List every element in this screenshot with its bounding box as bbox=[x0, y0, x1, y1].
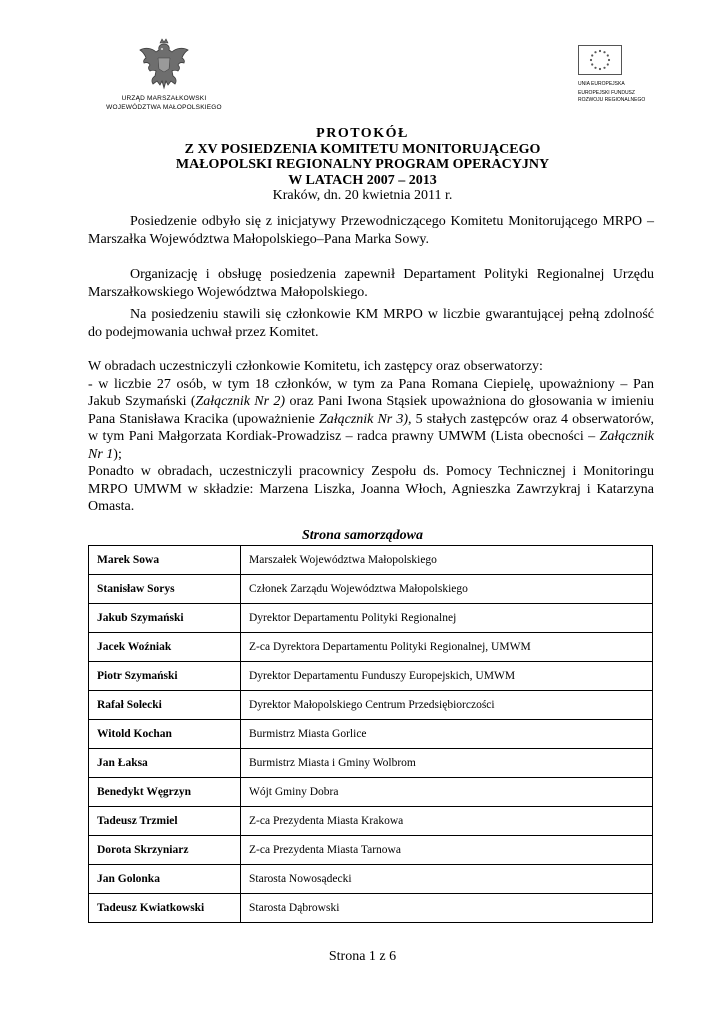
paragraph-staff: Ponadto w obradach, uczestniczyli pracownicy Zespołu ds. Pomocy Technicznej i Monitoringu MRPO UMWM w składzie: Marzena Liszka, Joanna Włoch, Agnieszka Zawrzykraj i Katarzyna Omasta. bbox=[88, 464, 654, 514]
document-heading bbox=[90, 126, 635, 188]
member-role: Starosta Dąbrowski bbox=[241, 894, 653, 923]
member-role: Dyrektor Departamentu Polityki Regionalnej bbox=[241, 604, 653, 633]
flag-star-icon bbox=[591, 63, 593, 65]
document-title: PROTOKÓŁ bbox=[316, 126, 409, 141]
member-role: Z-ca Prezydenta Miasta Krakowa bbox=[241, 807, 653, 836]
attachment-ref-1: Załącznik Nr 1 bbox=[88, 429, 654, 462]
member-name: Tadeusz Kwiatkowski bbox=[89, 894, 241, 923]
member-role: Dyrektor Departamentu Funduszy Europejskich, UMWM bbox=[241, 662, 653, 691]
member-name: Rafał Solecki bbox=[89, 691, 241, 720]
paragraph-quorum: Na posiedzeniu stawili się członkowie KM MRPO w liczbie gwarantującej pełną zdolność do podejmowania uchwał przez Komitet. bbox=[88, 307, 654, 340]
page-footer: Strona 1 z 6 bbox=[328, 949, 397, 964]
table-row bbox=[89, 662, 653, 691]
table-row bbox=[89, 720, 653, 749]
heading-line-2: MAŁOPOLSKI REGIONALNY PROGRAM OPERACYJNY bbox=[175, 157, 550, 172]
member-name: Marek Sowa bbox=[89, 546, 241, 575]
place-date: Kraków, dn. 20 kwietnia 2011 r. bbox=[272, 188, 453, 203]
table-row bbox=[89, 836, 653, 865]
member-role: Burmistrz Miasta Gorlice bbox=[241, 720, 653, 749]
table-row bbox=[89, 546, 653, 575]
member-name: Tadeusz Trzmiel bbox=[89, 807, 241, 836]
members-table bbox=[88, 545, 653, 923]
member-name: Jakub Szymański bbox=[89, 604, 241, 633]
attachment-ref-2: Załącznik Nr 2) bbox=[195, 394, 286, 409]
flag-star-icon bbox=[590, 59, 592, 61]
flag-star-icon bbox=[591, 54, 593, 56]
participants-text-c: , 5 stałych zastępców oraz 4 obserwatorów, w tym Pani Małgorzata Kordiak-Prowadzisz – radca prawny UMWM (Lista obecności – bbox=[88, 411, 654, 444]
table-row bbox=[89, 865, 653, 894]
eu-caption-fund-line1: EUROPEJSKI FUNDUSZ bbox=[578, 90, 635, 97]
member-role: Marszałek Województwa Małopolskiego bbox=[241, 546, 653, 575]
table-row bbox=[89, 691, 653, 720]
flag-star-icon bbox=[599, 68, 601, 70]
table-row bbox=[89, 894, 653, 923]
member-name: Stanisław Sorys bbox=[89, 575, 241, 604]
eu-caption-union: UNIA EUROPEJSKA bbox=[578, 81, 625, 87]
table-row bbox=[89, 633, 653, 662]
member-name: Dorota Skrzyniarz bbox=[89, 836, 241, 865]
flag-star-icon bbox=[608, 59, 610, 61]
member-role: Burmistrz Miasta i Gminy Wolbrom bbox=[241, 749, 653, 778]
eagle-emblem-icon bbox=[136, 38, 192, 94]
eu-flag-icon bbox=[578, 45, 622, 75]
flag-star-icon bbox=[599, 50, 601, 52]
member-role: Wójt Gminy Dobra bbox=[241, 778, 653, 807]
member-name: Benedykt Węgrzyn bbox=[89, 778, 241, 807]
member-role: Członek Zarządu Województwa Małopolskiego bbox=[241, 575, 653, 604]
member-name: Jacek Woźniak bbox=[89, 633, 241, 662]
member-name: Jan Łaksa bbox=[89, 749, 241, 778]
attachment-ref-3: Załącznik Nr 3) bbox=[318, 411, 409, 427]
flag-star-icon bbox=[607, 63, 609, 65]
participants-text-a: - w liczbie 27 osób, w tym 18 członków, w tym za Pana Romana Ciepielę, upoważniony – Pan Jakub Szymański ( bbox=[88, 376, 654, 409]
heading-line-1: Z XV POSIEDZENIA KOMITETU MONITORUJĄCEGO bbox=[184, 141, 541, 157]
participants-text-d: ); bbox=[113, 446, 122, 462]
table-row bbox=[89, 749, 653, 778]
paragraph-participants bbox=[88, 358, 654, 516]
logo-caption-line1: URZĄD MARSZAŁKOWSKI bbox=[121, 95, 207, 102]
participants-detail bbox=[88, 376, 654, 464]
member-role: Dyrektor Małopolskiego Centrum Przedsiębiorczości bbox=[241, 691, 653, 720]
marshal-office-logo bbox=[100, 38, 228, 112]
table-row bbox=[89, 807, 653, 836]
logo-caption-line2: WOJEWÓDZTWA MAŁOPOLSKIEGO bbox=[106, 104, 222, 111]
eu-logo bbox=[578, 45, 648, 103]
heading-line-3: W LATACH 2007 – 2013 bbox=[288, 172, 437, 188]
flag-star-icon bbox=[594, 51, 596, 53]
flag-star-icon bbox=[603, 51, 605, 53]
flag-star-icon bbox=[603, 67, 605, 69]
paragraph-organization: Organizację i obsługę posiedzenia zapewnił Departament Polityki Regionalnej Urzędu Marszałkowskiego Województwa Małopolskiego. bbox=[88, 267, 654, 300]
paragraph-initiative: Posiedzenie odbyło się z inicjatywy Przewodniczącego Komitetu Monitorującego MRPO –Marszałka Województwa Małopolskiego–Pana Marka Sowy. bbox=[88, 214, 654, 247]
table-row bbox=[89, 575, 653, 604]
flag-star-icon bbox=[607, 54, 609, 56]
eu-caption-fund-line2: ROZWOJU REGIONALNEGO bbox=[578, 96, 646, 103]
member-name: Witold Kochan bbox=[89, 720, 241, 749]
table-row bbox=[89, 778, 653, 807]
member-name: Piotr Szymański bbox=[89, 662, 241, 691]
member-role: Z-ca Dyrektora Departamentu Polityki Regionalnej, UMWM bbox=[241, 633, 653, 662]
table-row bbox=[89, 604, 653, 633]
participants-text-b: oraz Pani Iwona Stąsiek upoważniona do głosowania w imieniu Pana Stanisława Kracika (upoważnienie bbox=[88, 394, 655, 427]
section-title: Strona samorządowa bbox=[302, 528, 423, 543]
member-role: Z-ca Prezydenta Miasta Tarnowa bbox=[241, 836, 653, 865]
member-role: Starosta Nowosądecki bbox=[241, 865, 653, 894]
flag-star-icon bbox=[594, 67, 596, 69]
participants-intro: W obradach uczestniczyli członkowie Komitetu, ich zastępcy oraz obserwatorzy: bbox=[88, 359, 543, 374]
member-name: Jan Golonka bbox=[89, 865, 241, 894]
